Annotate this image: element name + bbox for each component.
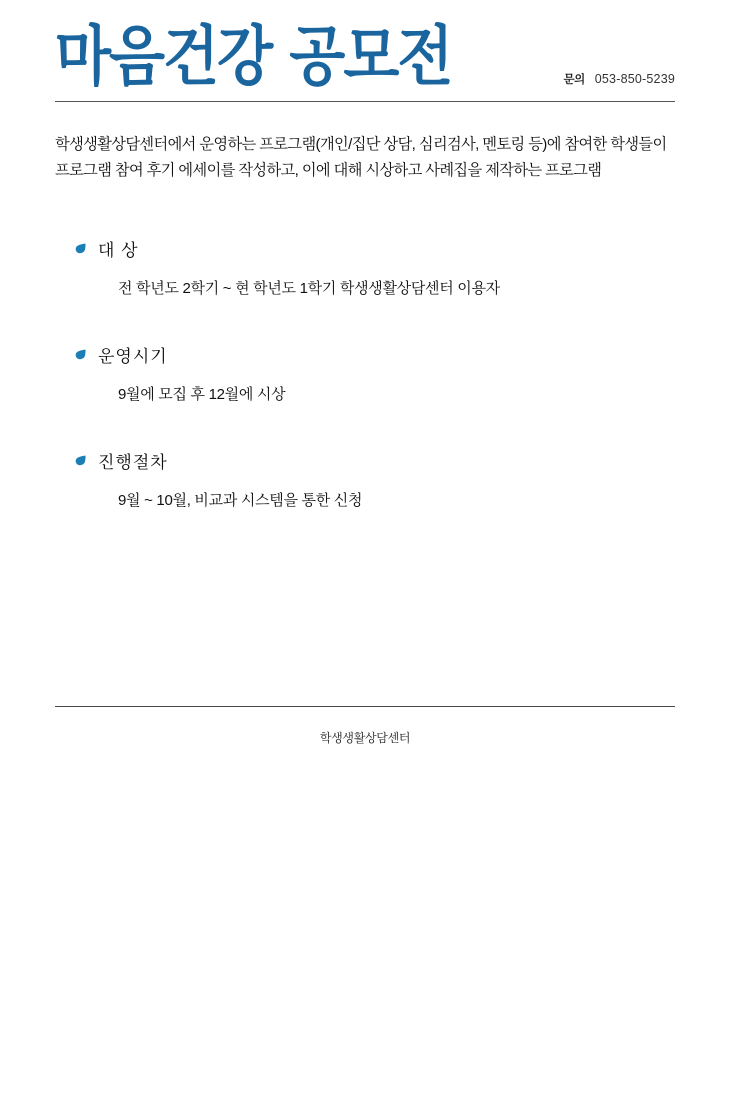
intro-paragraph: 학생생활상담센터에서 운영하는 프로그램(개인/집단 상담, 심리검사, 멘토링 등)에 참여한 학생들이 프로그램 참여 후기 에세이를 작성하고, 이에 대해 시상하고 사례집을 제작하는 프로그램 xyxy=(55,136,667,180)
section-procedure xyxy=(55,448,675,510)
contact-phone-number: 053-850-5239 xyxy=(594,71,675,86)
teardrop-bullet-icon xyxy=(75,349,86,360)
section-body: 전 학년도 2학기 ~ 현 학년도 1학기 학생생활상담센터 이용자 xyxy=(118,280,500,298)
sections-list xyxy=(55,236,675,510)
section-target xyxy=(55,236,675,298)
contact-block xyxy=(564,71,675,91)
page-title: 마음건강 공모전 xyxy=(55,18,452,95)
section-title: 진행절차 xyxy=(98,453,168,473)
teardrop-bullet-icon xyxy=(75,243,86,254)
teardrop-bullet-icon xyxy=(75,455,86,466)
section-title: 운영시기 xyxy=(98,347,168,367)
section-title: 대 상 xyxy=(98,241,139,261)
footer-organization: 학생생활상담센터 xyxy=(319,731,411,745)
section-heading xyxy=(55,342,675,367)
contact-label: 문의 xyxy=(563,73,585,86)
section-schedule xyxy=(55,342,675,404)
poster-footer xyxy=(55,706,675,746)
poster-header xyxy=(55,0,675,110)
section-heading xyxy=(55,448,675,473)
section-body: 9월에 모집 후 12월에 시상 xyxy=(118,386,286,404)
title-row xyxy=(55,18,675,95)
section-heading xyxy=(55,236,675,261)
header-divider xyxy=(55,101,675,102)
footer-divider xyxy=(55,706,675,707)
section-body: 9월 ~ 10월, 비교과 시스템을 통한 신청 xyxy=(118,492,363,510)
